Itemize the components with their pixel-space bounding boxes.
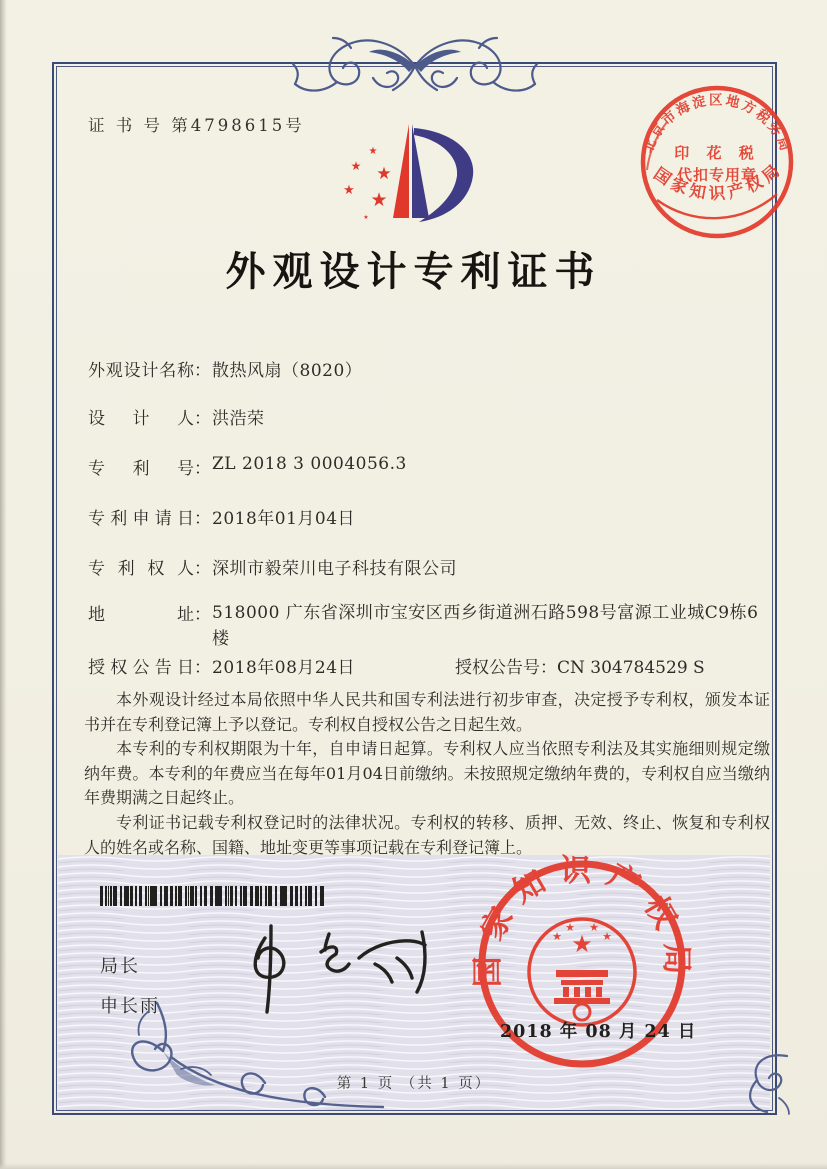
field-label: 授权公告日 [88, 658, 194, 678]
field-design-name [88, 356, 362, 381]
page-number: 第 1 页 （共 1 页） [336, 1076, 492, 1092]
field-value: ZL 2018 3 0004056.3 [212, 454, 407, 474]
field-colon: ： [194, 459, 211, 479]
field-address [88, 600, 768, 652]
svg-text:★: ★ [350, 159, 362, 173]
field-colon: ： [194, 361, 211, 381]
field-value: 深圳市毅荣川电子科技有限公司 [212, 559, 457, 579]
field-grant-date [88, 653, 356, 678]
paper-edge-left [0, 0, 7, 1169]
svg-text:★: ★ [376, 164, 392, 184]
national-emblem [529, 919, 635, 1025]
certificate-title: 外观设计专利证书 [225, 248, 602, 295]
tax-stamp-icon [633, 78, 801, 250]
field-label: 专利号 [88, 459, 194, 479]
field-patentee [88, 554, 457, 579]
field-value: 洪浩荣 [212, 409, 265, 429]
cnipa-logo-icon [335, 118, 485, 243]
legal-paragraph: 专利证书记载专利权登记时的法律状况。专利权的转移、质押、无效、终止、恢复和专利权人的姓名或名称、国籍、地址变更等事项记载在专利登记簿上。 [84, 812, 770, 857]
field-colon: ： [194, 658, 211, 678]
tax-stamp-center-line2: 代扣专用章 [676, 166, 758, 184]
svg-text:★: ★ [343, 183, 355, 198]
svg-text:★: ★ [602, 930, 612, 943]
svg-text:★: ★ [552, 930, 562, 943]
seal-date: 2018 年 08 月 24 日 [500, 1022, 697, 1042]
field-value: 2018年01月04日 [212, 509, 356, 529]
tax-stamp-arc-top: 北京市海淀区地方税务局 [640, 92, 794, 156]
field-patent-number [88, 454, 407, 479]
field-value: 518000 广东省深圳市宝安区西乡街道洲石路598号富源工业城C9栋6楼 [212, 603, 759, 649]
field-label: 地址 [88, 605, 194, 625]
seal-ring-text: 国家知识产权局 [470, 853, 694, 988]
field-value: CN 304784529 S [557, 658, 705, 678]
svg-text:★: ★ [571, 930, 593, 958]
certificate-number: 证 书 号 第4798615号 [88, 116, 305, 135]
field-grant-row [88, 653, 728, 678]
field-colon: ： [540, 658, 557, 678]
barcode [100, 886, 324, 906]
legal-paragraph: 本专利的专利权期限为十年，自申请日起算。专利权人应当依照专利法及其实施细则规定缴纳年费。本专利的年费应当在每年01月04日前缴纳。未按照规定缴纳年费的，专利权自应当缴纳年费期满之日起终止。 [84, 739, 770, 808]
field-colon: ： [194, 605, 211, 625]
commissioner-role-label: 局长 [100, 956, 140, 977]
svg-text:★: ★ [589, 921, 599, 934]
paper-edge-bottom [0, 1163, 827, 1169]
field-label: 外观设计名称 [88, 361, 194, 381]
field-grant-number [455, 653, 705, 678]
field-filing-date [88, 504, 355, 529]
tax-stamp-arc-bottom: 国家知识产权局 [650, 158, 787, 204]
svg-text:★: ★ [370, 189, 388, 211]
field-colon: ： [194, 409, 211, 429]
corner-flourish-left-icon [115, 995, 400, 1115]
legal-text [84, 688, 770, 860]
svg-text:★: ★ [368, 146, 378, 157]
field-colon: ： [194, 559, 211, 579]
legal-paragraph: 本外观设计经过本局依照中华人民共和国专利法进行初步审查，决定授予专利权，颁发本证书并在专利登记簿上予以登记。专利权自授权公告之日起生效。 [84, 690, 770, 734]
commissioner-name: 申长雨 [100, 996, 160, 1017]
dragon-flourish-icon [285, 22, 545, 98]
field-value: 2018年08月24日 [212, 658, 356, 678]
field-designer [88, 404, 265, 429]
field-colon: ： [194, 509, 211, 529]
tax-stamp-center-line1: 印 花 税 [674, 144, 760, 162]
svg-text:★: ★ [565, 921, 575, 934]
field-label: 设计人 [88, 409, 194, 429]
cnipa-seal-icon [470, 848, 697, 1080]
field-value: 散热风扇（8020） [212, 361, 363, 381]
field-label: 专利申请日 [88, 509, 194, 529]
svg-text:★: ★ [363, 214, 369, 221]
field-label: 授权公告号 [455, 658, 540, 678]
field-label: 专利权人 [88, 559, 194, 579]
